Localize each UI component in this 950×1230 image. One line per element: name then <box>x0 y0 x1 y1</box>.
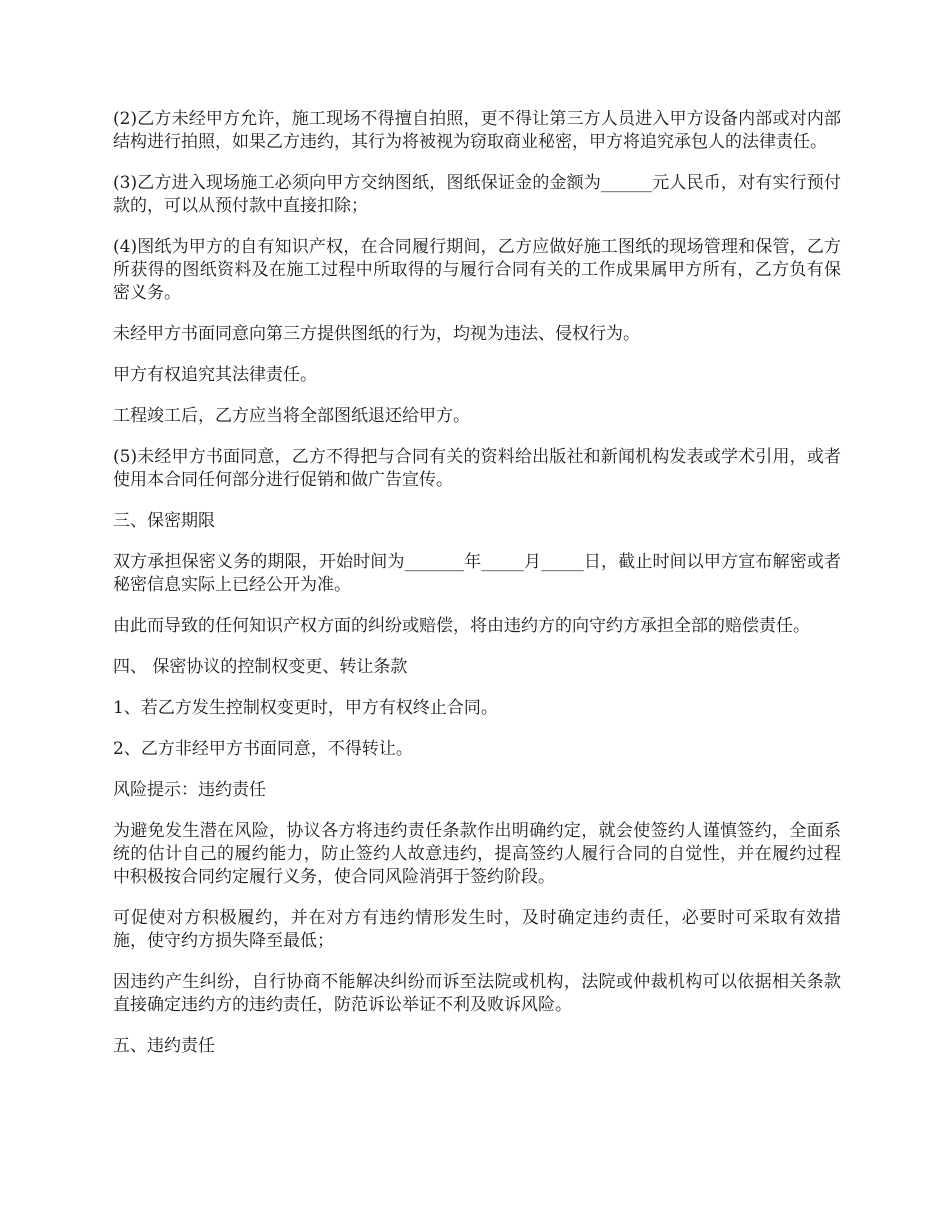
item-no-transfer: 2、乙方非经甲方书面同意，不得转让。 <box>113 739 413 759</box>
paragraph-unauthorized-provision: 未经甲方书面同意向第三方提供图纸的行为，均视为违法、侵权行为。 <box>113 324 640 344</box>
clause-3-drawing-deposit: (3)乙方进入现场施工必须向甲方交纳图纸，图纸保证金的金额为______元人民币，对有实行预付款的，可以从预付款中直接扣除； <box>113 173 841 216</box>
section-heading-confidentiality-period: 三、保密期限 <box>113 511 215 531</box>
paragraph-prompt-performance: 可促使对方积极履约，并在对方有违约情形发生时，及时确定违约责任，必要时可采取有效措施，使守约方损失降至最低； <box>113 908 841 951</box>
document-page <box>113 108 841 1076</box>
item-control-change: 1、若乙方发生控制权变更时，甲方有权终止合同。 <box>113 698 498 718</box>
section-heading-breach-liability: 五、违约责任 <box>113 1036 215 1056</box>
clause-4-intellectual-property: (4)图纸为甲方的自有知识产权，在合同履行期间，乙方应做好施工图纸的现场管理和保管，乙方所获得的图纸资料及在施工过程中所取得的与履行合同有关的工作成果属甲方所有，乙方负有保密义务。 <box>113 237 841 303</box>
clause-2-photography: (2)乙方未经甲方允许，施工现场不得擅自拍照，更不得让第三方人员进入甲方设备内部或对内部结构进行拍照，如果乙方违约，其行为将被视为窃取商业秘密，甲方将追究承包人的法律责任。 <box>113 109 841 152</box>
paragraph-compensation: 由此而导致的任何知识产权方面的纠纷或赔偿，将由违约方的向守约方承担全部的赔偿责任。 <box>113 616 810 636</box>
paragraph-dispute-resolution: 因违约产生纠纷，自行协商不能解决纠纷而诉至法院或机构，法院或仲裁机构可以依据相关条款直接确定违约方的违约责任，防范诉讼举证不利及败诉风险。 <box>113 972 841 1015</box>
risk-notice-heading: 风险提示：违约责任 <box>113 780 266 800</box>
paragraph-return-drawings: 工程竣工后，乙方应当将全部图纸退还给甲方。 <box>113 406 470 426</box>
paragraph-legal-liability: 甲方有权追究其法律责任。 <box>113 365 317 385</box>
paragraph-period-dates: 双方承担保密义务的期限，开始时间为_______年_____月_____日，截止时间以甲方宣布解密或者秘密信息实际上已经公开为准。 <box>113 552 841 595</box>
paragraph-risk-avoidance: 为避免发生潜在风险，协议各方将违约责任条款作出明确约定，就会使签约人谨慎签约，全面系统的估计自己的履约能力，防止签约人故意违约，提高签约人履行合同的自觉性，并在履约过程中积极按合同约定履行义务，使合同风险消弭于签约阶段。 <box>113 821 841 887</box>
section-heading-control-transfer: 四、 保密协议的控制权变更、转让条款 <box>113 657 408 677</box>
clause-5-publication: (5)未经甲方书面同意，乙方不得把与合同有关的资料给出版社和新闻机构发表或学术引用，或者使用本合同任何部分进行促销和做广告宣传。 <box>113 447 841 490</box>
